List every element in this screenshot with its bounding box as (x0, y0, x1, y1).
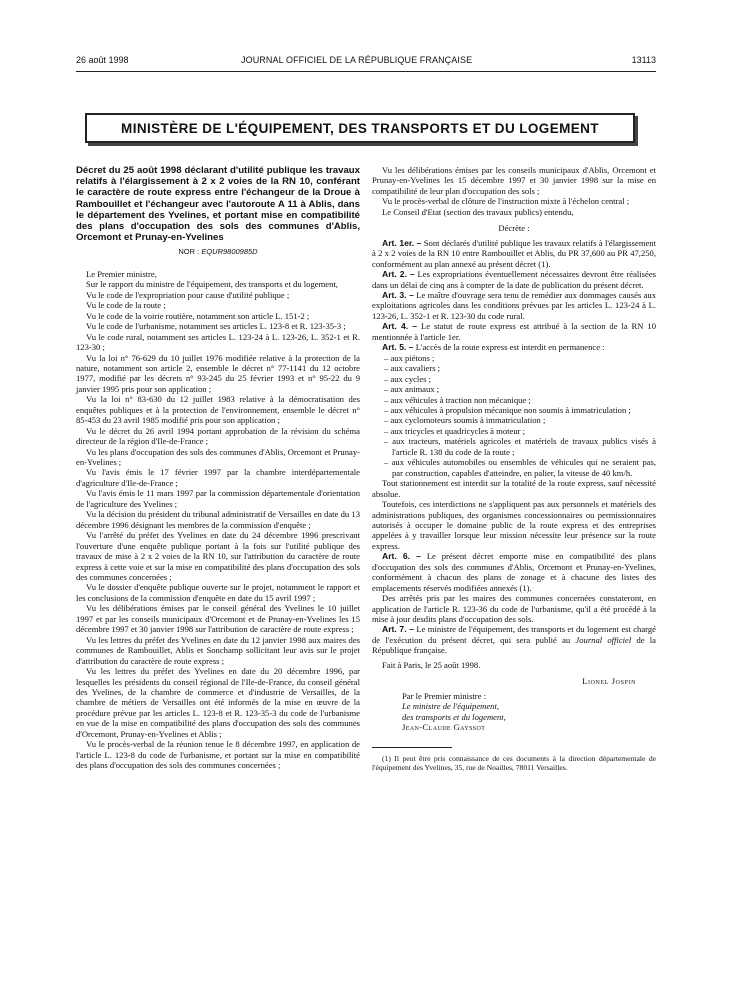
signature-by: Par le Premier ministre : (402, 690, 487, 701)
visa-paragraph: Vu le décret du 26 avril 1994 portant approbation de la révision du schéma directeur de la région d'Ile-de-France ; (76, 425, 360, 447)
article-1-text: Sont déclarés d'utilité publique les travaux relatifs à l'élargissement à 2 x 2 voies de la RN 10 entre Rambouillet et Ablis, du PR 37,600 au PR 47,250, conformément au plan annexé au présent décret (1). (372, 237, 656, 269)
minister-name: Jean-Claude Gayssot (402, 722, 486, 733)
page-header (76, 55, 656, 69)
article-1-label: Art. 1er. – (382, 237, 422, 248)
article-5-paragraph-3: Toutefois, ces interdictions ne s'appliquent pas aux personnels et matériels des administrations publiques, des organismes concessionnaires ou permissionnaires autorisés à occuper le domaine public de la route express et des entreprises appelées à y travailler lorsque leur mission nécessite leur présence sur la route express. (372, 499, 656, 551)
visa-paragraph: Sur le rapport du ministre de l'équipement, des transports et du logement, (86, 279, 338, 290)
nor-code: EQUR9800985D (201, 247, 258, 257)
minister-title-2: des transports et du logement, (402, 711, 506, 722)
article-7-journal: Journal officiel (575, 634, 632, 645)
article-5 (372, 342, 656, 352)
visa-paragraph: Vu le code rural, notamment ses articles L. 123-24 à L. 123-26, L. 352-1 et R. 123-30 ; (76, 331, 360, 353)
list-item: – aux cycles ; (384, 373, 432, 384)
visa-paragraph: Vu le procès-verbal de la réunion tenue le 8 décembre 1997, en application de l'article L. 123-8 du code de l'urbanisme, et portant sur la mise en compatibilité des plans d'occupation des sols des communes concernées ; (76, 739, 360, 771)
visa-list (76, 269, 360, 771)
visa-paragraph: Vu la loi n° 76-629 du 10 juillet 1976 modifiée relative à la protection de la nature, notamment son article 2, ensemble le décret n° 77-1141 du 12 octobre 1977, modifié par les décrets n° 93-245 du 25 février 1993 et n° 95-22 du 9 janvier 1995 pris pour son application ; (76, 352, 360, 394)
article-4-label: Art. 4. – (382, 321, 418, 332)
visa-paragraph: Vu la décision du président du tribunal administratif de Versailles en date du 13 décembre 1996 désignant les membres de la commission d'enquête ; (76, 509, 360, 530)
list-item: – aux cavaliers ; (384, 363, 441, 374)
visa-paragraph: Vu l'arrêté du préfet des Yvelines en date du 24 décembre 1996 prescrivant l'ouverture d'une enquête publique portant à la fois sur l'utilité publique des travaux de mise à 2 x 2 voies de la RN 10, sur l'attribution du caractère de route express à cette voie et sur la mise en compatibilité des plans d'occupation des sols des communes concernées ; (76, 530, 360, 583)
visa-paragraph: Vu les délibérations émises par les conseils municipaux d'Ablis, Orcemont et Prunay-en-Yvelines les 15 décembre 1997 et 30 janvier 1998 sur la mise en compatibilité de leur plan d'occupation des sols ; (372, 165, 656, 196)
visa-paragraph: Vu le dossier d'enquête publique ouverte sur le projet, notamment le rapport et les conclusions de la commission d'enquête en date du 15 avril 1997 ; (76, 582, 360, 603)
visa-list-continued (372, 165, 656, 217)
page-number: 13113 (631, 55, 656, 65)
article-5-label: Art. 5. – (382, 342, 414, 353)
visa-paragraph: Vu le code de l'expropriation pour cause d'utilité publique ; (86, 289, 290, 300)
visa-paragraph: Vu les plans d'occupation des sols des communes d'Ablis, Orcemont et Prunay-en-Yvelines ; (76, 446, 360, 468)
list-item: – aux véhicules à traction non mécanique ; (384, 394, 531, 405)
list-item: – aux animaux ; (384, 384, 440, 395)
left-column (76, 165, 360, 771)
list-item: – aux tracteurs, matériels agricoles et matériels de travaux publics visés à l'article R. 138 du code de la route ; (384, 436, 656, 457)
nor-label: NOR : (178, 247, 200, 257)
article-3 (372, 290, 656, 321)
article-5-paragraph-2: Tout stationnement est interdit sur la totalité de la route express, sauf nécessité absolue. (372, 478, 656, 499)
prime-minister-name: Lionel Jospin (582, 676, 636, 687)
footnote: (1) Il peut être pris connaissance de ces documents à la direction départementale de l'équipement des Yvelines, 35, rue de Noailles, 78011 Versailles. (372, 753, 656, 772)
footnote-rule (372, 747, 452, 748)
article-2-text: Les expropriations éventuellement nécessaires devront être réalisées dans un délai de cinq ans à compter de la date de publication du présent décret. (372, 269, 656, 290)
decrete-heading: Décrète : (498, 223, 530, 234)
place-date: Fait à Paris, le 25 août 1998. (382, 659, 481, 670)
minister-title-1: Le ministre de l'équipement, (402, 701, 499, 712)
article-4 (372, 321, 656, 342)
visa-paragraph: Vu les lettres du préfet des Yvelines en date du 12 janvier 1998 aux maires des communes de Rambouillet, Ablis et Sonchamp sollicitant leur avis sur le projet d'attribution du caractère de route express ; (76, 634, 360, 666)
article-7-label: Art. 7. – (382, 624, 414, 635)
article-6-text: Le présent décret emporte mise en compatibilité des plans d'occupation des sols des communes d'Ablis, Orcemont et Prunay-en-Yvelines, conformément à chacun des plans de zonage et à chacune des listes des emplacements réservés modifiées annexés (1). (372, 551, 656, 593)
article-5-text: L'accès de la route express est interdit en permanence : (415, 342, 605, 353)
visa-paragraph: Vu les lettres du préfet des Yvelines en date du 20 décembre 1996, par lesquelles les présidents du conseil régional de l'Ile-de-France, du conseil général des Yvelines, de la chambre de commerce et d'industrie de Versailles, de la chambre de métiers de Versailles ont été informés de la mise en œuvre de la procédure prévue par les articles L. 123-8 et R. 123-35-3 du code de l'urbanisme en vue de la mise en compatibilité des plans d'occupation des sols des communes d'Orcemont, Prunay-en-Yvelines et Ablis ; (76, 666, 360, 739)
list-item: – aux véhicules automobiles ou ensembles de véhicules qui ne seraient pas, par construction, capables d'atteindre, en palier, la vitesse de 40 km/h. (384, 457, 656, 478)
article-6 (372, 551, 656, 593)
header-rule (76, 71, 656, 72)
article-1 (372, 238, 656, 269)
visa-paragraph: Vu le code de l'urbanisme, notamment ses articles L. 123-8 et R. 123-35-3 ; (86, 321, 346, 332)
article-2 (372, 269, 656, 290)
article-7 (372, 624, 656, 655)
list-item: – aux véhicules à propulsion mécanique non soumis à immatriculation ; (384, 404, 631, 415)
article-7-text-b: de la République française. (372, 634, 656, 656)
issue-date: 26 août 1998 (76, 55, 129, 65)
ministry-banner: MINISTÈRE DE L'ÉQUIPEMENT, DES TRANSPORTS ET DU LOGEMENT (85, 113, 635, 143)
article-6-paragraph-2: Des arrêtés pris par les maires des communes concernées constateront, en application de l'article R. 123-36 du code de l'urbanisme, qu'il a été procédé à la mise à jour desdits plans d'occupation des sols. (372, 593, 656, 625)
journal-title: JOURNAL OFFICIEL DE LA RÉPUBLIQUE FRANÇAISE (241, 55, 473, 65)
visa-paragraph: Vu le code de la route ; (86, 300, 166, 311)
right-column (372, 165, 656, 772)
nor-reference (76, 247, 360, 257)
list-item: – aux piétons ; (384, 352, 435, 363)
decree-title: Décret du 25 août 1998 déclarant d'utilité publique les travaux relatifs à l'élargissement à 2 x 2 voies de la RN 10, conférant le caractère de route express entre l'échangeur de la Droue à Rambouillet et l'échangeur avec l'autoroute A 11 à Ablis, dans le département des Yvelines, et portant mise en compatibilité des plans d'occupation des sols des communes d'Ablis, Orcemont et Prunay-en-Yvelines (76, 165, 360, 244)
visa-paragraph: Le Conseil d'Etat (section des travaux publics) entendu, (382, 206, 574, 217)
article-5-list (372, 353, 656, 478)
visa-paragraph: Vu l'avis émis le 17 février 1997 par la chambre interdépartementale d'agriculture d'Ile-de-France ; (76, 467, 360, 488)
article-2-label: Art. 2. – (382, 269, 415, 280)
article-7-text-a: Le ministre de l'équipement, des transports et du logement est chargé de l'exécution du présent décret, qui sera publié au (372, 624, 656, 645)
article-6-label: Art. 6. – (382, 551, 421, 562)
visa-paragraph: Vu le code de la voirie routière, notamment son article L. 151-2 ; (86, 310, 310, 321)
visa-paragraph: Vu les délibérations émises par le conseil général des Yvelines le 10 juillet 1997 et par les conseils municipaux d'Orcemont et de Prunay-en-Yvelines les 15 décembre 1997 et 30 janvier 1998 sur l'attribution de caractère de route express ; (76, 603, 360, 635)
article-3-label: Art. 3. – (382, 289, 414, 300)
article-3-text: Le maître d'ouvrage sera tenu de remédier aux dommages causés aux exploitations agricoles dans les conditions prévues par les articles L. 123-24 à L. 123-26, L. 352-1 et R. 123-30 du code rural. (372, 289, 656, 321)
list-item: – aux cyclomoteurs soumis à immatriculation ; (384, 415, 546, 426)
list-item: – aux tricycles et quadricycles à moteur ; (384, 425, 526, 436)
article-4-text: Le statut de route express est attribué à la section de la RN 10 mentionnée à l'article 1er. (372, 321, 656, 342)
visa-paragraph: Le Premier ministre, (86, 268, 157, 279)
visa-paragraph: Vu la loi n° 83-630 du 12 juillet 1983 relative à la démocratisation des enquêtes publiques et à la protection de l'environnement, ensemble le décret n° 85-453 du 23 avril 1985 modifié pris pour son application ; (76, 394, 360, 426)
visa-paragraph: Vu l'avis émis le 11 mars 1997 par la commission départementale d'orientation de l'agriculture des Yvelines ; (76, 488, 360, 509)
visa-paragraph: Vu le procès-verbal de clôture de l'instruction mixte à l'échelon central ; (382, 196, 630, 207)
